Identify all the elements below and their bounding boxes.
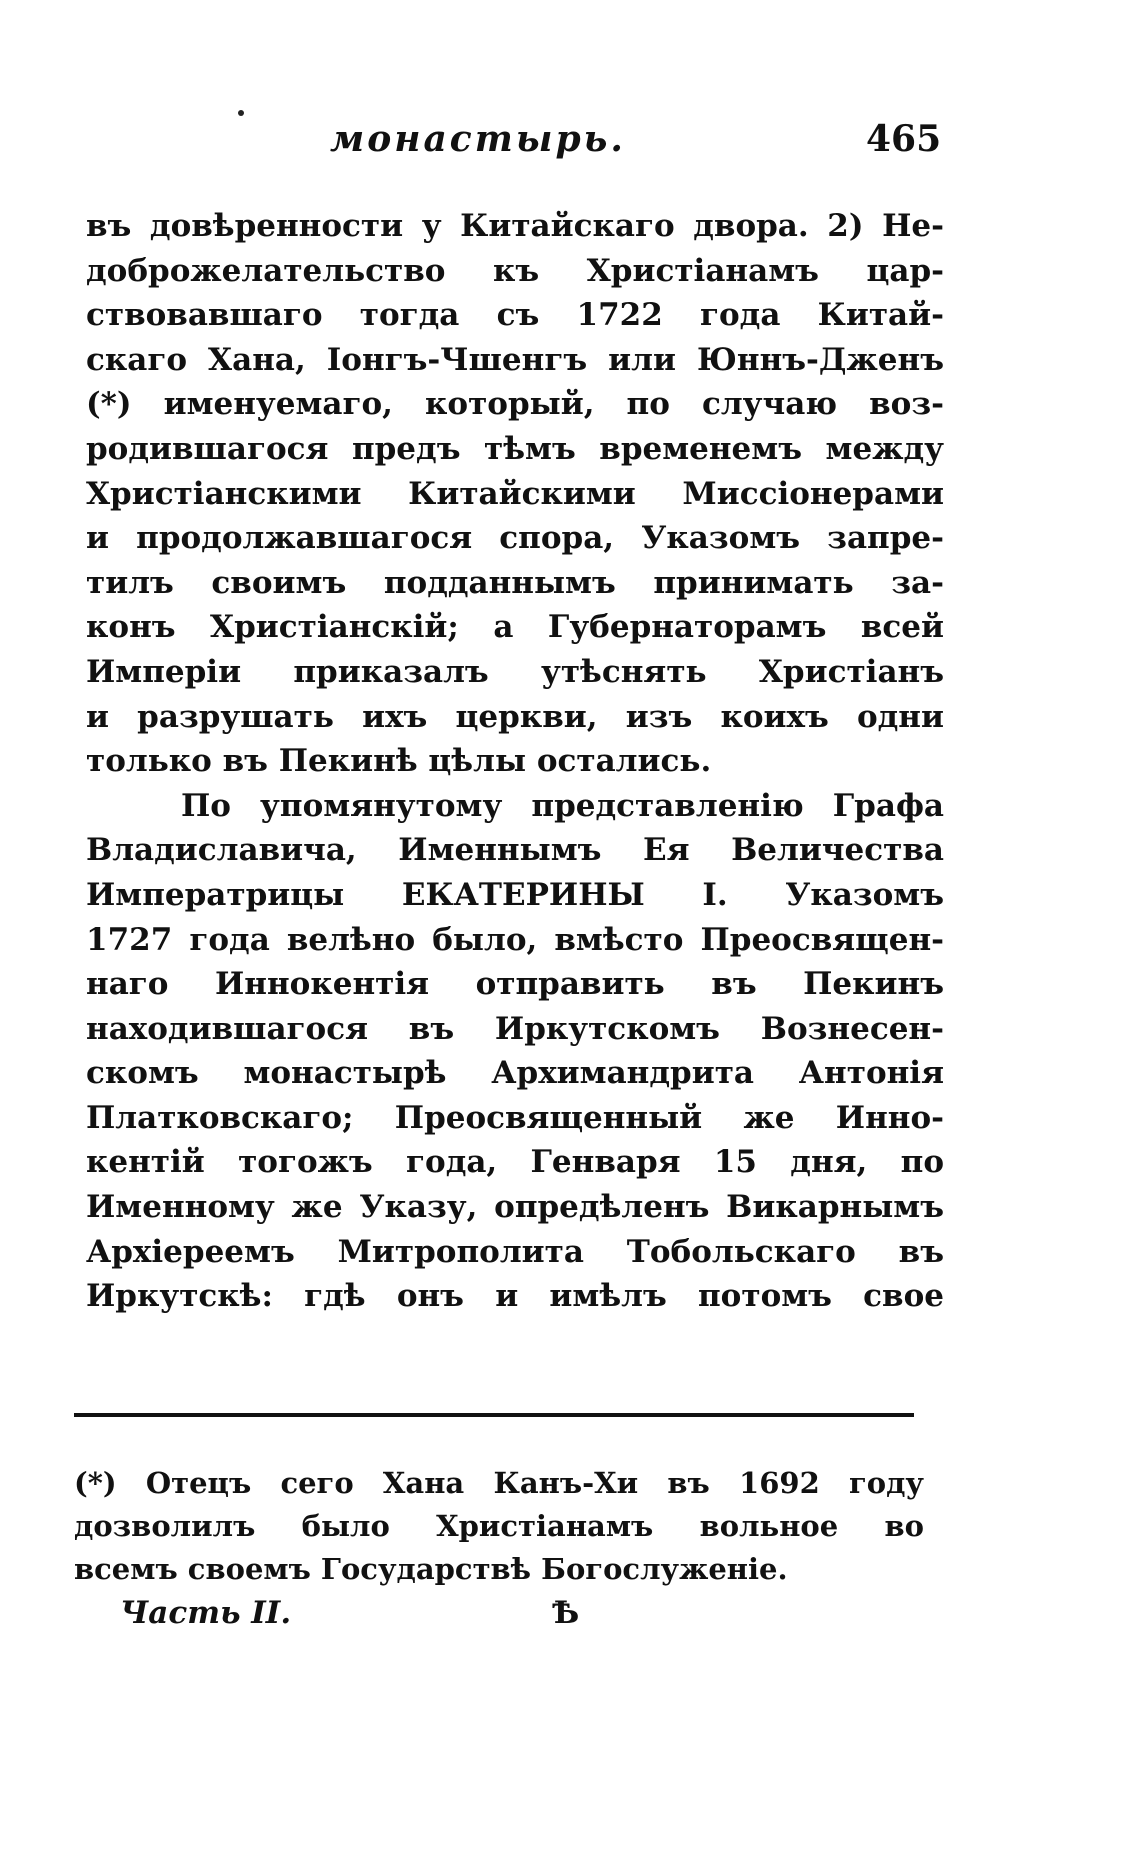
part-label: Часть II. bbox=[120, 1595, 292, 1631]
text-line: только въ Пекинѣ цѣлы остались. bbox=[86, 743, 712, 780]
text-line: родившагося предъ тѣмъ временемъ между bbox=[86, 430, 944, 467]
text-line: и разрушать ихъ церкви, изъ коихъ одни bbox=[86, 698, 944, 735]
footnote-line: дозволилъ было Христіанамъ вольное во bbox=[74, 1509, 924, 1543]
text-line: По упомянутому представленію Графа bbox=[181, 787, 944, 824]
footnote-rule bbox=[74, 1413, 914, 1417]
text-line: Владиславича, Именнымъ Ея Величества bbox=[86, 832, 944, 869]
running-head: монастырь. bbox=[330, 118, 626, 160]
footnote-line: всемъ своемъ Государствѣ Богослуженіе. bbox=[74, 1552, 788, 1586]
text-line: 1727 года велѣно было, вмѣсто Преосвящен- bbox=[86, 921, 944, 958]
text-line: конъ Христіанскій; а Губернаторамъ всей bbox=[86, 609, 944, 646]
footnote bbox=[74, 1462, 924, 1591]
text-line: ствовавшаго тогда съ 1722 года Китай- bbox=[86, 297, 944, 334]
text-line: Христіанскими Китайскими Миссіонерами bbox=[86, 475, 944, 512]
text-line: доброжелательство къ Христіанамъ цар- bbox=[86, 252, 944, 289]
text-line: тилъ своимъ подданнымъ принимать за- bbox=[86, 564, 944, 601]
body-text bbox=[86, 204, 944, 1319]
text-line: (*) именуемаго, который, по случаю воз- bbox=[86, 386, 944, 423]
text-line: Императрицы ЕКАТЕРИНЫ I. Указомъ bbox=[86, 876, 944, 913]
text-line: скомъ монастырѣ Архимандрита Антонія bbox=[86, 1055, 944, 1092]
text-line: наго Иннокентія отправить въ Пекинъ bbox=[86, 966, 944, 1003]
text-line: въ довѣренности у Китайскаго двора. 2) Не- bbox=[86, 208, 944, 244]
page-number: 465 bbox=[866, 118, 942, 160]
signature-row bbox=[120, 1595, 620, 1639]
signature-mark: Ѣ bbox=[552, 1595, 580, 1631]
text-line: скаго Хана, Іонгъ-Чшенгъ или Юннъ-Дженъ bbox=[86, 341, 944, 378]
text-line: Имперіи приказалъ утѣснять Христіанъ bbox=[86, 653, 944, 690]
text-line: кентій тогожъ года, Генваря 15 дня, по bbox=[86, 1144, 944, 1181]
footnote-line: (*) Отецъ сего Хана Канъ-Хи въ 1692 году bbox=[74, 1466, 924, 1500]
text-line: Иркутскѣ: гдѣ онъ и имѣлъ потомъ свое bbox=[86, 1278, 944, 1315]
print-speck bbox=[238, 110, 244, 116]
text-line: Именному же Указу, опредѣленъ Викарнымъ bbox=[86, 1189, 944, 1226]
text-line: Платковскаго; Преосвященный же Инно- bbox=[86, 1099, 944, 1136]
text-line: Архіереемъ Митрополита Тобольскаго въ bbox=[86, 1233, 944, 1270]
text-line: и продолжавшагося спора, Указомъ запре- bbox=[86, 520, 944, 557]
text-line: находившагося въ Иркутскомъ Вознесен- bbox=[86, 1010, 944, 1047]
